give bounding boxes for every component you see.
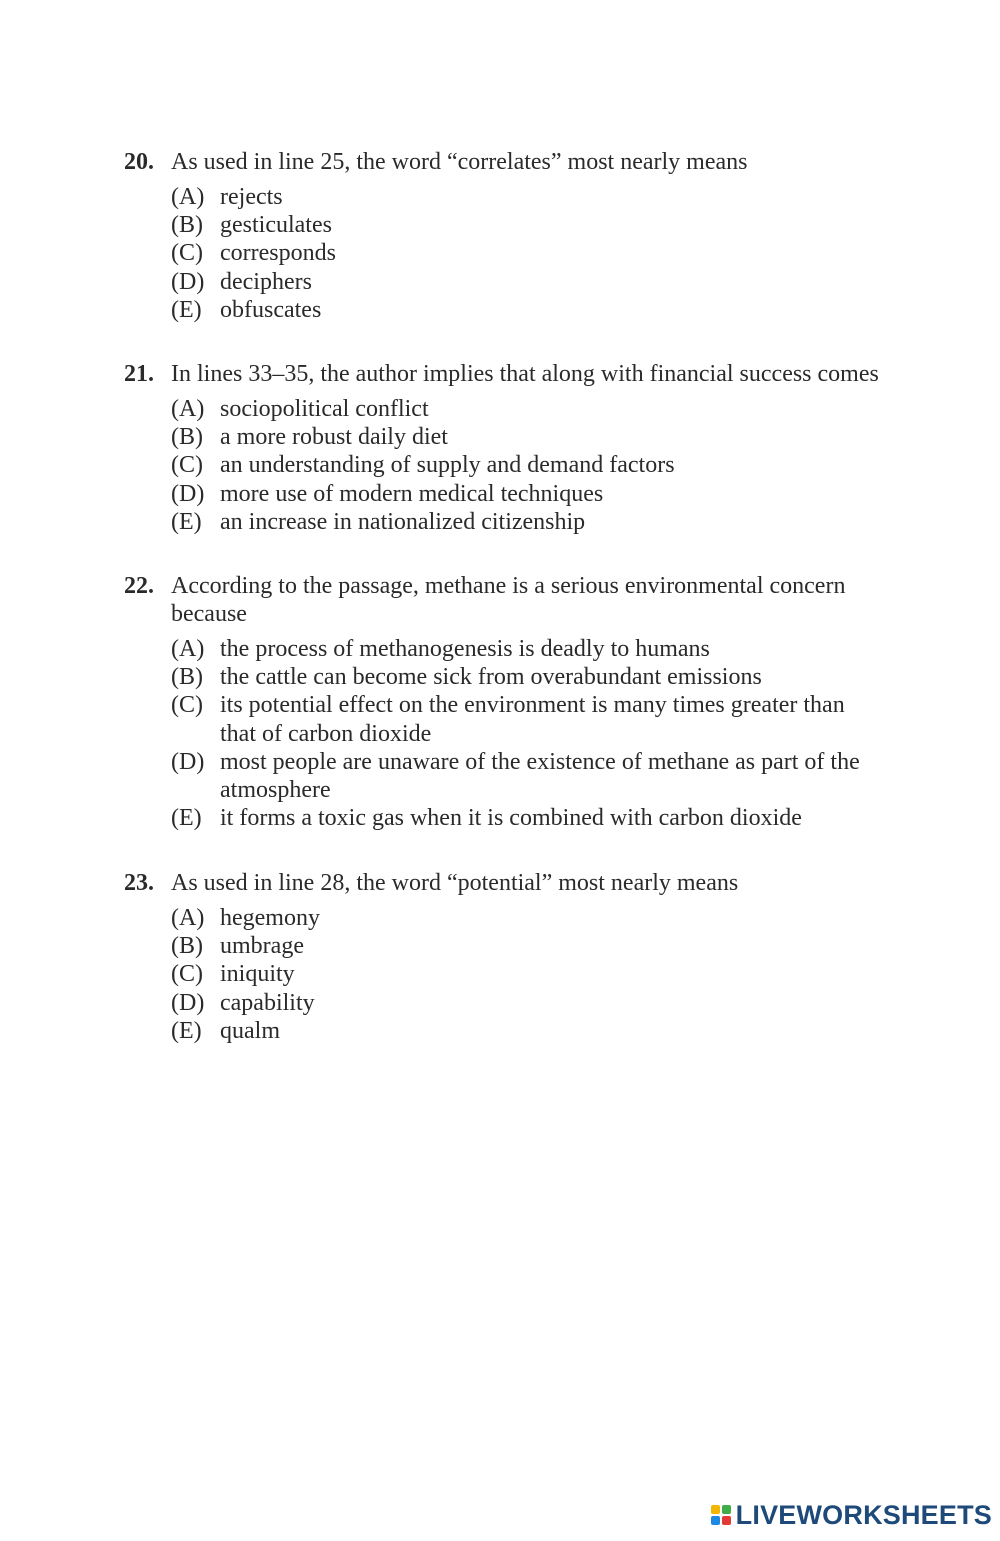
option-letter: (D): [171, 748, 205, 775]
answer-option-e: [171, 508, 884, 536]
answer-option-e: [171, 1017, 884, 1045]
option-letter: (B): [171, 933, 203, 960]
answer-option-b: [171, 932, 884, 960]
option-text: obfuscates: [220, 296, 322, 323]
option-letter: (B): [171, 424, 203, 451]
answer-option-d: [171, 989, 884, 1017]
answer-option-d: [171, 480, 884, 508]
option-text: iniquity: [220, 961, 295, 988]
answer-option-b: [171, 663, 884, 691]
question-text: According to the passage, methane is a serious environmental concern because: [171, 573, 846, 627]
option-letter: (E): [171, 1017, 202, 1044]
answer-option-c: [171, 691, 884, 747]
option-letter: (C): [171, 961, 203, 988]
question-stem: [124, 572, 884, 628]
option-text: it forms a toxic gas when it is combined with carbon dioxide: [220, 805, 802, 832]
option-text: umbrage: [220, 933, 304, 960]
question-number: 20.: [124, 149, 154, 175]
option-text: more use of modern medical techniques: [220, 480, 604, 507]
option-letter: (A): [171, 396, 205, 422]
option-text: an understanding of supply and demand factors: [220, 452, 675, 479]
question-stem: [124, 869, 884, 897]
option-letter: (A): [171, 184, 205, 210]
liveworksheets-wordmark: LIVEWORKSHEETS: [735, 1500, 992, 1530]
option-letter: (B): [171, 664, 203, 691]
question-text: As used in line 25, the word “correlates” most nearly means: [171, 149, 748, 175]
answer-option-c: [171, 239, 884, 267]
answer-option-d: [171, 748, 884, 804]
option-letter: (D): [171, 480, 205, 507]
answer-options: [171, 635, 884, 832]
question-text: As used in line 28, the word “potential” most nearly means: [171, 870, 739, 896]
option-text: deciphers: [220, 268, 312, 295]
option-letter: (A): [171, 636, 205, 662]
question-23: [124, 869, 884, 1045]
option-text: its potential effect on the environment is many times greater than that of carbon dioxide: [220, 692, 845, 747]
option-text: an increase in nationalized citizenship: [220, 508, 586, 535]
liveworksheets-logo[interactable]: [711, 1500, 992, 1531]
logo-square-green: [722, 1505, 731, 1514]
question-number: 21.: [124, 361, 154, 387]
answer-options: [171, 395, 884, 536]
answer-options: [171, 183, 884, 324]
answer-option-e: [171, 804, 884, 832]
answer-option-c: [171, 451, 884, 479]
option-letter: (E): [171, 805, 202, 832]
logo-square-yellow: [711, 1505, 720, 1514]
question-text: In lines 33–35, the author implies that along with financial success comes: [171, 361, 879, 387]
option-letter: (E): [171, 296, 202, 323]
answer-option-b: [171, 211, 884, 239]
option-letter: (C): [171, 240, 203, 267]
option-text: the cattle can become sick from overabundant emissions: [220, 664, 762, 691]
question-22: [124, 572, 884, 832]
question-number: 22.: [124, 573, 154, 599]
option-text: sociopolitical conflict: [220, 396, 429, 422]
question-number: 23.: [124, 870, 154, 896]
option-text: rejects: [220, 184, 283, 210]
option-letter: (B): [171, 212, 203, 239]
question-20: [124, 148, 884, 324]
answer-option-a: [171, 635, 884, 663]
liveworksheets-logo-icon: [711, 1505, 733, 1527]
answer-option-e: [171, 296, 884, 324]
option-letter: (E): [171, 508, 202, 535]
question-stem: [124, 360, 884, 388]
question-21: [124, 360, 884, 536]
answer-option-a: [171, 395, 884, 423]
option-letter: (C): [171, 692, 203, 719]
option-text: gesticulates: [220, 212, 332, 239]
option-letter: (D): [171, 268, 205, 295]
option-text: a more robust daily diet: [220, 424, 448, 451]
option-letter: (A): [171, 905, 205, 931]
option-text: capability: [220, 989, 315, 1016]
question-stem: [124, 148, 884, 176]
logo-square-red: [722, 1516, 731, 1525]
answer-option-a: [171, 183, 884, 211]
option-text: hegemony: [220, 905, 320, 931]
option-text: qualm: [220, 1017, 280, 1044]
logo-square-blue: [711, 1516, 720, 1525]
option-text: the process of methanogenesis is deadly to humans: [220, 636, 710, 662]
option-text: corresponds: [220, 240, 336, 267]
answer-option-b: [171, 423, 884, 451]
answer-options: [171, 904, 884, 1045]
answer-option-c: [171, 960, 884, 988]
option-text: most people are unaware of the existence of methane as part of the atmosphere: [220, 748, 860, 804]
option-letter: (D): [171, 989, 205, 1016]
answer-option-a: [171, 904, 884, 932]
answer-option-d: [171, 268, 884, 296]
option-letter: (C): [171, 452, 203, 479]
